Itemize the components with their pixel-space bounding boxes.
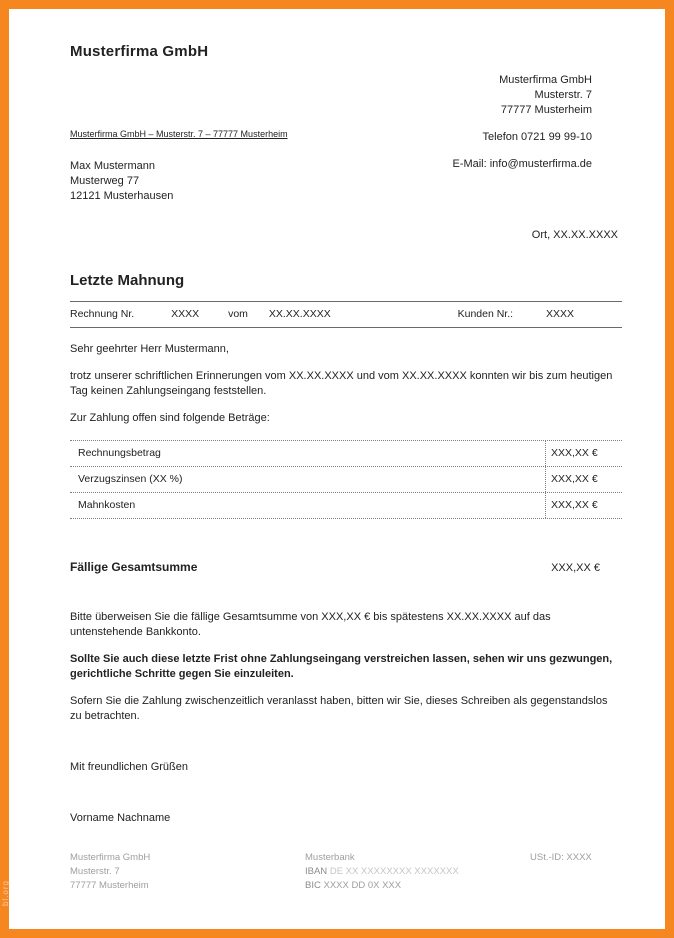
- invoice-meta-row: [70, 301, 622, 328]
- footer-bank-name: Musterbank: [305, 852, 355, 863]
- row-amount-interest: XXX,XX €: [545, 467, 622, 492]
- iban-label: IBAN: [305, 866, 328, 877]
- letter-head: [70, 73, 622, 204]
- company-email: E-Mail: info@musterfirma.de: [452, 158, 592, 170]
- total-row: [70, 559, 622, 576]
- customer-number-value: XXXX: [545, 308, 574, 320]
- footer-vat-id: USt.-ID: XXXX: [530, 852, 592, 863]
- row-amount-invoice-amount: XXX,XX €: [545, 441, 622, 466]
- table-row: [70, 467, 622, 493]
- invoice-date-label: vom: [228, 308, 248, 320]
- table-row: [70, 441, 622, 467]
- total-amount: XXX,XX €: [551, 562, 600, 574]
- closing-greeting: Mit freundlichen Grüßen: [70, 761, 188, 773]
- signature-name: Vorname Nachname: [70, 812, 171, 824]
- subject-title: Letzte Mahnung: [70, 272, 185, 289]
- sender-line: Musterfirma GmbH – Musterstr. 7 – 77777 Musterheim: [70, 129, 288, 139]
- company-address-street: Musterstr. 7: [534, 89, 592, 101]
- letter-page: [9, 9, 665, 929]
- row-amount-dunning-fees: XXX,XX €: [545, 493, 622, 518]
- paragraph-payment: Bitte überweisen Sie die fällige Gesamtsumme von XXX,XX € bis spätestens XX.XX.XXXX auf das untenstehende Bankkonto.: [70, 611, 551, 638]
- paragraph-open-amounts: Zur Zahlung offen sind folgende Beträge:: [70, 412, 270, 424]
- paragraph-obsolete: Sofern Sie die Zahlung zwischenzeitlich veranlasst haben, bitten wir Sie, dieses Schreiben als gegenstandslos zu betrachten.: [70, 695, 608, 722]
- footer-company-address: [70, 851, 305, 893]
- bic-value: XXXX DD 0X XXX: [323, 880, 402, 891]
- amounts-table: [70, 440, 622, 519]
- recipient-street: Musterweg 77: [70, 175, 140, 187]
- paragraph-intro: trotz unserer schriftlichen Erinnerungen vom XX.XX.XXXX und vom XX.XX.XXXX konnten wir bis zum heutigen Tag keinen Zahlungseingang feststellen.: [70, 370, 613, 397]
- footer-bank-details: [305, 851, 530, 893]
- footer-iban-line: [305, 865, 530, 879]
- recipient-name: Max Mustermann: [70, 160, 155, 172]
- recipient-city: 12121 Musterhausen: [70, 190, 174, 202]
- invoice-meta-left: [70, 308, 331, 321]
- watermark: bl.org: [1, 879, 10, 906]
- row-label-dunning-fees: Mahnkosten: [78, 499, 136, 511]
- invoice-meta-right: [458, 308, 622, 321]
- company-title: Musterfirma GmbH: [70, 43, 209, 60]
- footer-company-city: 77777 Musterheim: [70, 880, 149, 891]
- spacer: [452, 145, 592, 157]
- company-address-name: Musterfirma GmbH: [499, 74, 592, 86]
- spacer: [452, 118, 592, 130]
- letter-head-left: [70, 73, 374, 204]
- paragraph-warning: Sollte Sie auch diese letzte Frist ohne Zahlungseingang verstreichen lassen, sehen wir uns gezwungen, gerichtliche Schritte gegen Sie einzuleiten.: [70, 653, 613, 680]
- salutation: Sehr geehrter Herr Mustermann,: [70, 343, 229, 355]
- customer-number-label: Kunden Nr.:: [457, 308, 514, 320]
- company-phone: Telefon 0721 99 99-10: [482, 131, 592, 143]
- footer-bic-line: [305, 879, 530, 893]
- total-label: Fällige Gesamtsumme: [70, 560, 198, 574]
- invoice-number-value: XXXX: [171, 308, 200, 320]
- company-address-city: 77777 Musterheim: [500, 104, 592, 116]
- iban-value: DE XX XXXXXXXX XXXXXXX: [329, 866, 459, 877]
- table-row: [70, 493, 622, 519]
- row-label-invoice-amount: Rechnungsbetrag: [78, 447, 161, 459]
- letter-footer: [70, 851, 622, 893]
- row-label-interest: Verzugszinsen (XX %): [78, 473, 183, 485]
- invoice-date-value: XX.XX.XXXX: [268, 308, 331, 320]
- company-address-block: [452, 73, 622, 204]
- bic-label: BIC: [305, 880, 321, 891]
- recipient-block: [70, 159, 374, 204]
- footer-company-street: Musterstr. 7: [70, 866, 120, 877]
- invoice-number-label: Rechnung Nr.: [70, 308, 135, 320]
- footer-company-name: Musterfirma GmbH: [70, 852, 151, 863]
- date-line: Ort, XX.XX.XXXX: [531, 229, 618, 241]
